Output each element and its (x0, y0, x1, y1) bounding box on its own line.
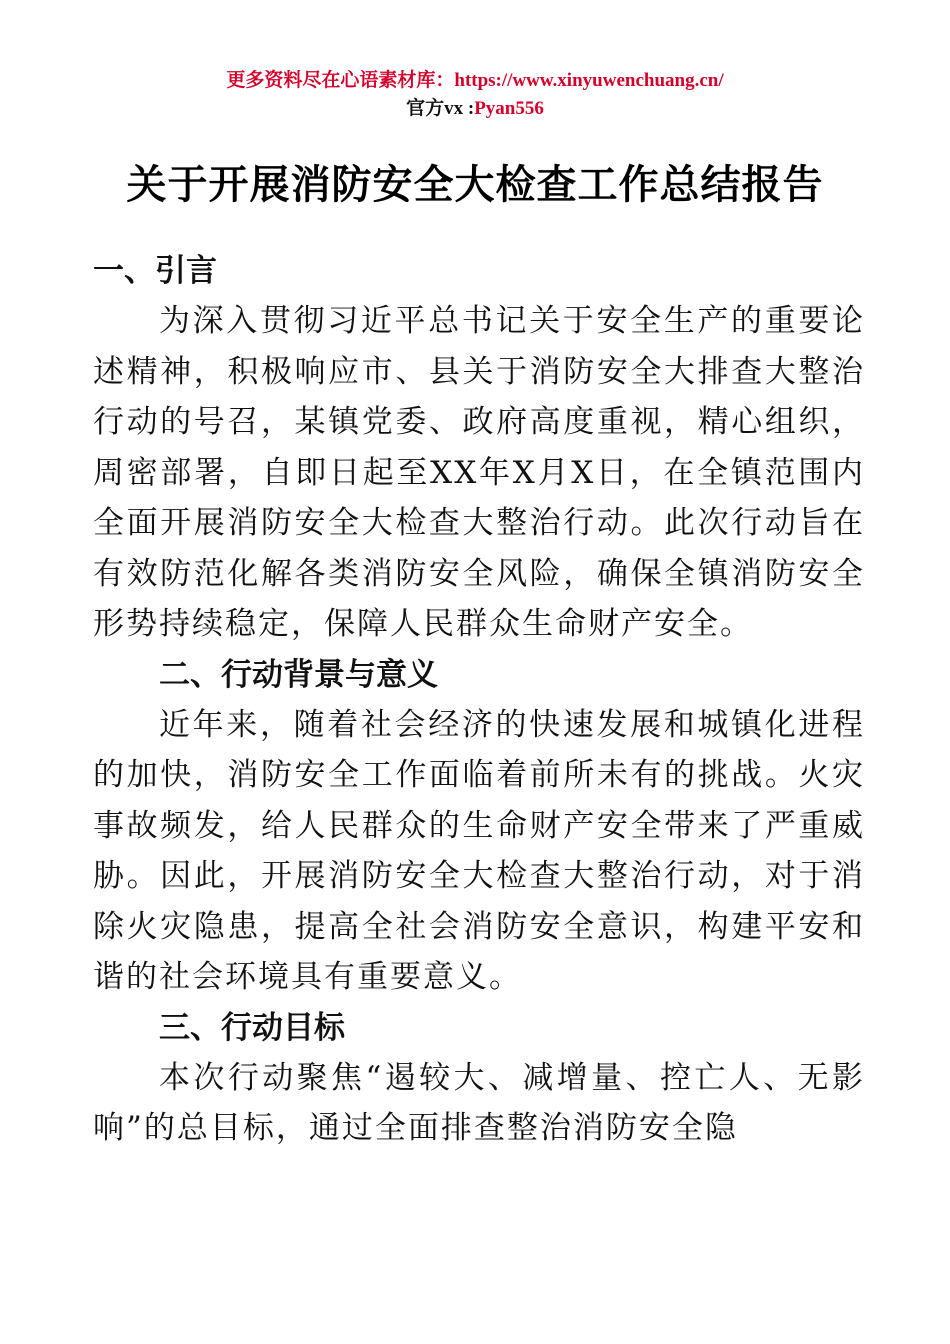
contact-id: Pyan556 (474, 98, 544, 119)
section-heading-goals: 三、行动目标 (159, 1009, 345, 1046)
contact-prefix: 官方vx : (406, 98, 475, 119)
section-paragraph-introduction: 为深入贯彻习近平总书记关于安全生产的重要论述精神，积极响应市、县关于消防安全大排查大整治行动的号召，某镇党委、政府高度重视，精心组织，周密部署，自即日起至XX年X月X日，在全镇范围内全面开展消防安全大检查大整治行动。此次行动旨在有效防范化解各类消防安全风险，确保全镇消防安全形势持续稳定，保障人民群众生命财产安全。 (93, 303, 865, 642)
promo-banner: 更多资料尽在心语素材库：https://www.xinyuwenchuang.cn/ (226, 70, 724, 91)
section-heading-background: 二、行动背景与意义 (159, 656, 438, 693)
section-paragraph-background: 近年来，随着社会经济的快速发展和城镇化进程的加快，消防安全工作面临着前所未有的挑战。火灾事故频发，给人民群众的生命财产安全带来了严重威胁。因此，开展消防安全大检查大整治行动，对于消除火灾隐患，提高全社会消防安全意识，构建平安和谐的社会环境具有重要意义。 (93, 706, 865, 995)
contact-line (0, 96, 950, 122)
section-heading-introduction: 一、引言 (93, 253, 217, 289)
section-paragraph-goals: 本次行动聚焦“遏较大、减增量、控亡人、无影响”的总目标，通过全面排查整治消防安全隐 (93, 1059, 865, 1146)
document-title: 关于开展消防安全大检查工作总结报告 (126, 161, 824, 208)
document-body (93, 246, 865, 1154)
